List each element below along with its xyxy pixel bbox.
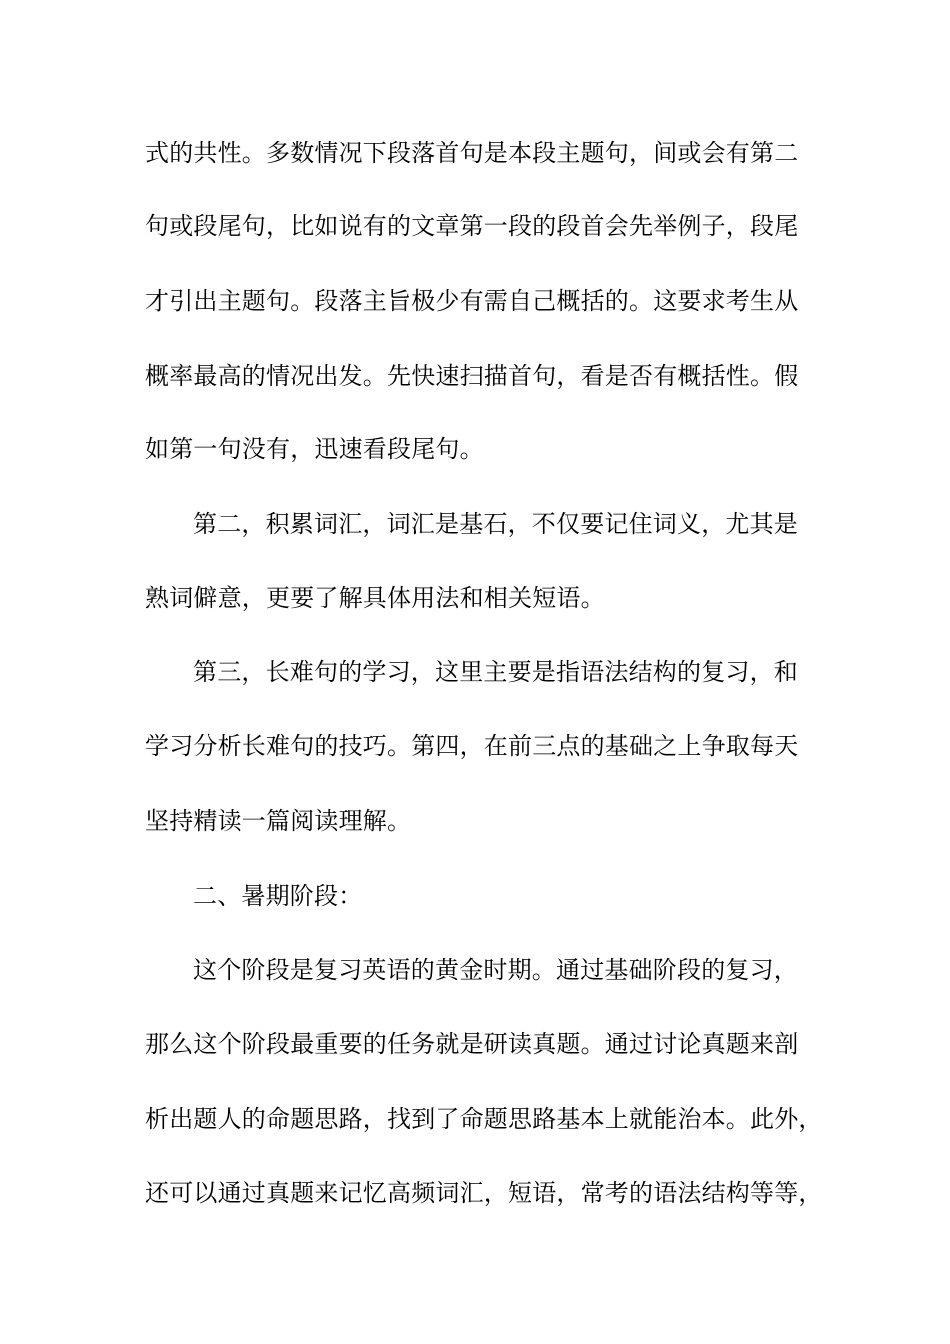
- text-line: 那么这个阶段最重要的任务就是研读真题。通过讨论真题来剖: [145, 1030, 799, 1058]
- text-line: 第三，长难句的学习，这里主要是指语法结构的复习，和: [193, 658, 798, 686]
- text-line: 句或段尾句，比如说有的文章第一段的段首会先举例子，段尾: [145, 212, 799, 240]
- text-line: 还可以通过真题来记忆高频词汇，短语，常考的语法结构等等，: [145, 1179, 823, 1207]
- text-line: 如第一句没有，迅速看段尾句。: [145, 435, 484, 463]
- text-line: 才引出主题句。段落主旨极少有需自己概括的。这要求考生从: [145, 287, 799, 315]
- text-line: 析出题人的命题思路，找到了命题思路基本上就能治本。此外，: [145, 1105, 823, 1133]
- text-line: 这个阶段是复习英语的黄金时期。通过基础阶段的复习，: [193, 956, 798, 984]
- text-line: 学习分析长难句的技巧。第四，在前三点的基础之上争取每天: [145, 732, 799, 760]
- text-line: 式的共性。多数情况下段落首句是本段主题句，间或会有第二: [145, 139, 799, 167]
- text-line: 熟词僻意，更要了解具体用法和相关短语。: [145, 584, 605, 612]
- text-line: 坚持精读一篇阅读理解。: [145, 807, 412, 835]
- section-heading: 二、暑期阶段：: [193, 882, 363, 910]
- text-line: 第二，积累词汇，词汇是基石，不仅要记住词义，尤其是: [193, 510, 798, 538]
- text-line: 概率最高的情况出发。先快速扫描首句，看是否有概括性。假: [145, 362, 799, 390]
